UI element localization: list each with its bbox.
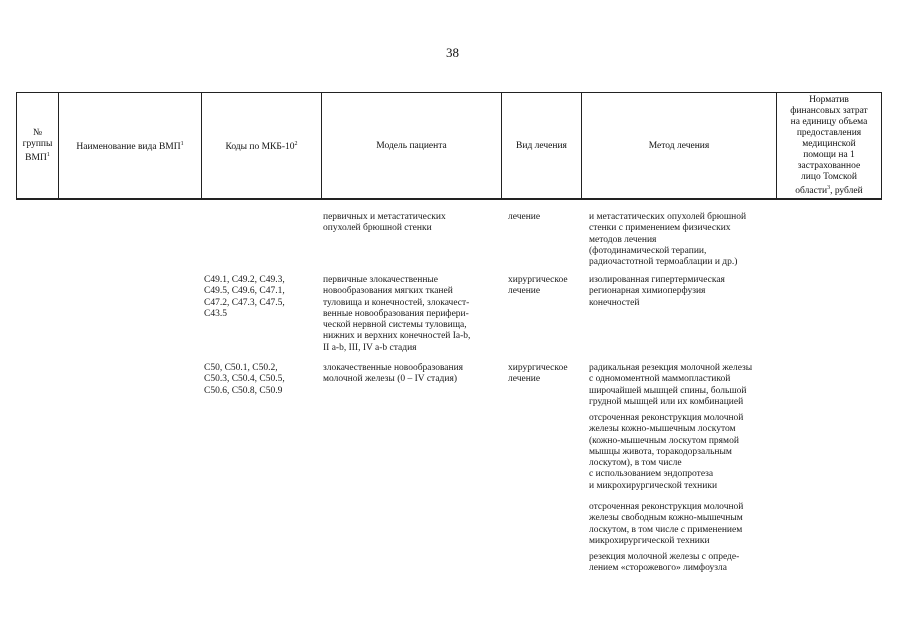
patient-model-cell: первичные злокачественные новообразования мягких тканей туловища и конечностей, злокачест- венные новообразования перифери- ческой нервной системы туловища, нижних и верхних конечностей Ia-b, II a-b, III, IV a-b стадия — [323, 275, 471, 353]
icd-codes-cell: C49.1, C49.2, C49.3, C49.5, C49.6, C47.1, C47.2, C47.3, C47.5, C43.5 — [204, 275, 285, 319]
header-treatment-method: Метод лечения — [582, 93, 777, 200]
treatment-method-cell: радикальная резекция молочной железы с одномоментной маммопластикой широчайшей мышцей спины, большой грудной мышцей или их комбинацией — [589, 363, 753, 407]
header-group-number: № группы ВМП$^1$ — [17, 93, 59, 200]
header-treatment-type: Вид лечения — [502, 93, 582, 200]
icd-codes-cell: C50, C50.1, C50.2, C50.3, C50.4, C50.5, C50.6, C50.8, C50.9 — [204, 363, 285, 396]
patient-model-cell: злокачественные новообразования молочной железы (0 – IV стадия) — [323, 363, 464, 385]
treatment-method-cell: и метастатических опухолей брюшной стенки с применением физических методов лечения (фотодинамической терапии, радиочастотной термоаблации и др.) — [589, 212, 747, 268]
treatment-method-cell: отсроченная реконструкция молочной железы свободным кожно-мышечным лоскутом, в том числе с применением микрохирургической техники — [589, 502, 744, 546]
treatment-method-cell: изолированная гипертермическая регионарная химиоперфузия конечностей — [589, 275, 725, 308]
header-patient-model: Модель пациента — [322, 93, 502, 200]
treatment-type-cell: хирургическое лечение — [508, 275, 568, 297]
treatment-method-cell: резекция молочной железы с опреде- лением «сторожевого» лимфоузла — [589, 552, 740, 574]
header-vmp-name: Наименование вида ВМП$^1$ — [59, 93, 202, 200]
treatment-type-cell: хирургическое лечение — [508, 363, 568, 385]
page-number: 38 — [446, 45, 459, 60]
treatment-type-cell: лечение — [508, 212, 541, 222]
treatment-method-cell: отсроченная реконструкция молочной железы кожно-мышечным лоскутом (кожно-мышечным лоскутом прямой мышцы живота, торакодорзальным лоскутом), в том числе с использованием эндопротеза и микрохирургической техники — [589, 413, 744, 491]
patient-model-cell: первичных и метастатических опухолей брюшной стенки — [323, 212, 446, 234]
header-financial-norm: Норматив финансовых затрат на единицу объема предоставления медицинской помощи на 1 застрахованное лицо Томской области$^3$, рублей — [777, 93, 882, 200]
table-header — [16, 92, 882, 200]
header-icd-codes: Коды по МКБ-$10^2$ — [202, 93, 322, 200]
header-bottom-border — [16, 198, 881, 199]
